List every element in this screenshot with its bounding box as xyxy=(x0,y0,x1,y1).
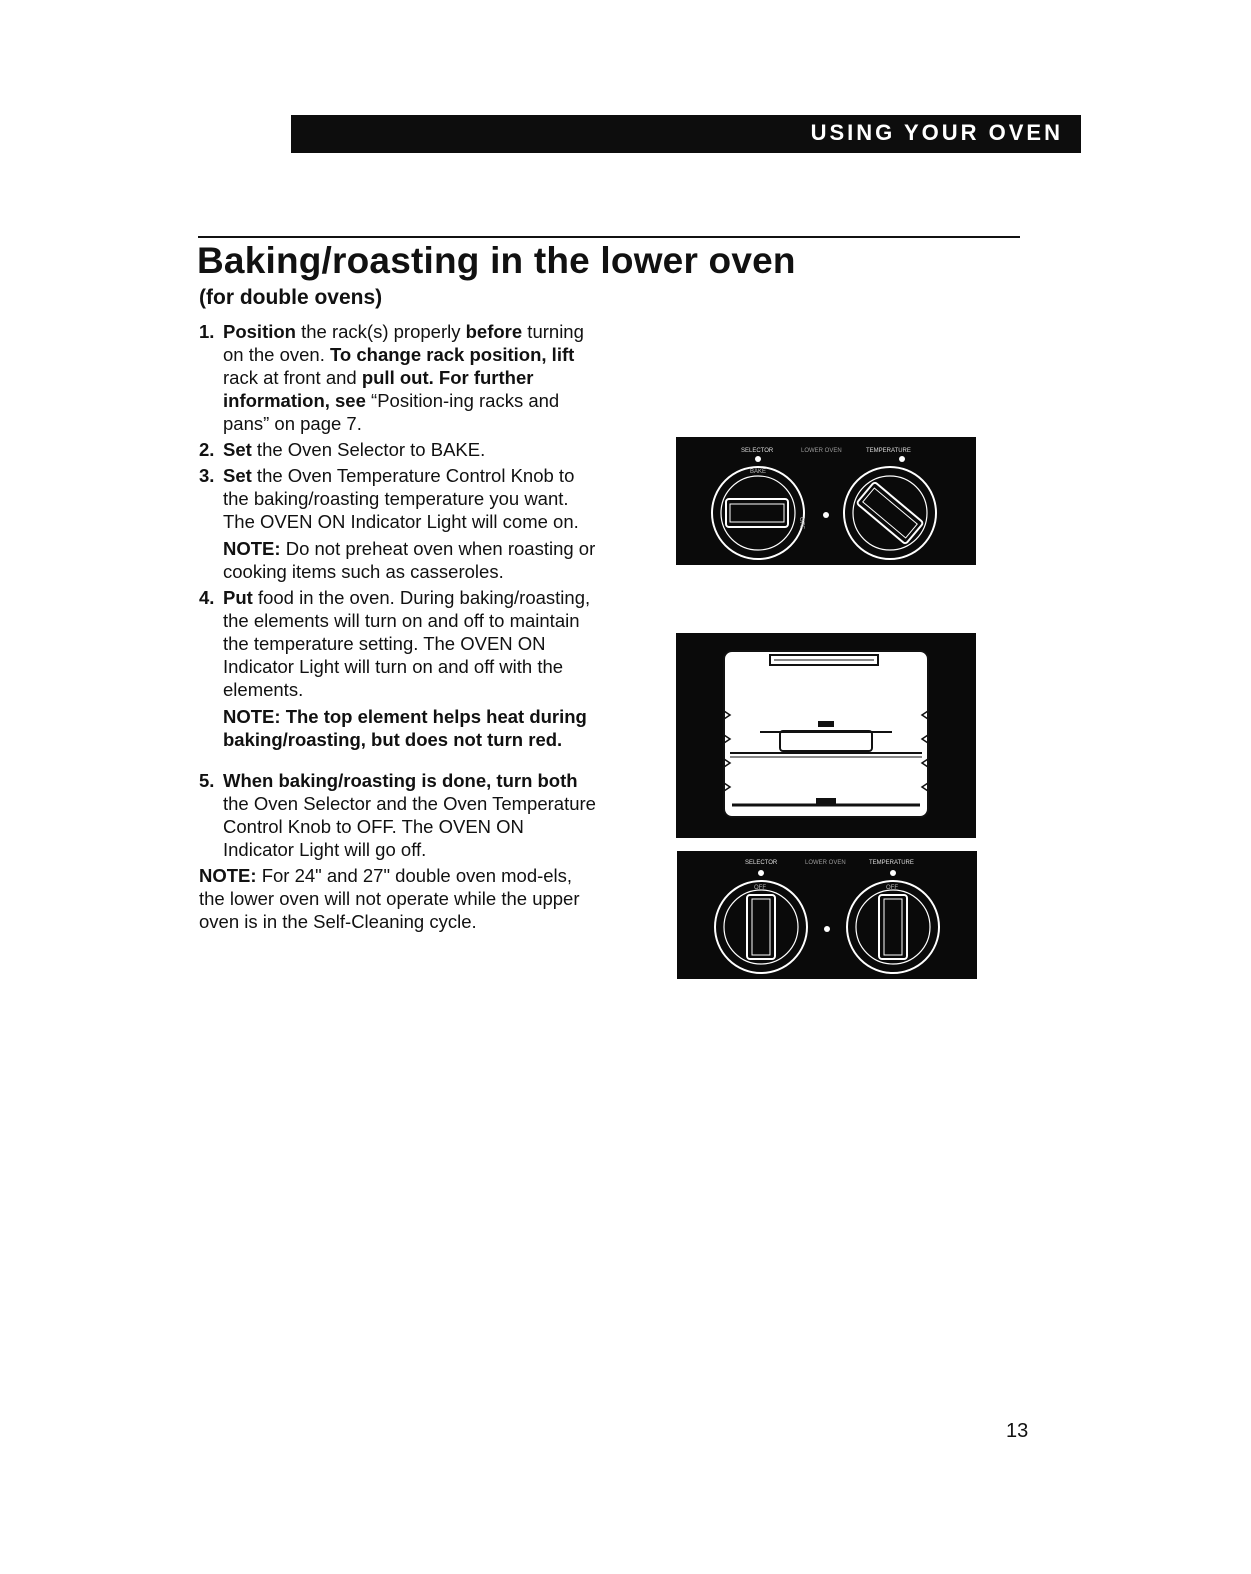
step-2 xyxy=(199,438,599,461)
temperature-label: TEMPERATURE xyxy=(869,860,914,866)
oven-interior-illustration xyxy=(676,633,976,838)
step-3 xyxy=(199,464,599,583)
step-note: NOTE: The top element helps heat during baking/roasting, but does not turn red. xyxy=(223,706,587,750)
page-number: 13 xyxy=(1006,1420,1029,1442)
step-4 xyxy=(199,586,599,751)
lower-oven-label: LOWER OVEN xyxy=(801,448,842,454)
instruction-steps xyxy=(199,320,599,933)
step-number: 3. xyxy=(199,465,215,486)
off-label: OFF xyxy=(754,885,766,891)
temperature-knob-off-icon xyxy=(847,881,939,973)
off-label: OFF xyxy=(886,885,898,891)
page-subtitle: (for double ovens) xyxy=(199,286,383,309)
control-panel-off-illustration xyxy=(677,851,977,979)
control-panel-illustration xyxy=(676,437,976,565)
step-5 xyxy=(199,769,599,861)
control-panel-bake-figure xyxy=(676,437,976,565)
control-panel-off-figure xyxy=(677,851,977,979)
step-number: 5. xyxy=(199,770,215,791)
temperature-label: TEMPERATURE xyxy=(866,448,911,454)
section-header-bar xyxy=(291,115,1081,153)
step-number: 2. xyxy=(199,439,215,460)
selector-label: SELECTOR xyxy=(745,860,778,866)
step-number: 1. xyxy=(199,321,215,342)
step-1 xyxy=(199,320,599,435)
bake-label: BAKE xyxy=(750,469,767,475)
step-number: 4. xyxy=(199,587,215,608)
section-title: USING YOUR OVEN xyxy=(810,120,1063,145)
lower-oven-label: LOWER OVEN xyxy=(805,860,846,866)
footer-note: NOTE: For 24" and 27" double oven mod-els, the lower oven will not operate while the upper oven is in the Self-Cleaning cycle. xyxy=(199,865,580,932)
oven-interior-figure xyxy=(676,633,976,838)
step-text: When baking/roasting is done, turn both the Oven Selector and the Oven Temperature Control Knob to OFF. The OVEN ON Indicator Light will go off. xyxy=(223,770,596,860)
title-rule xyxy=(198,236,1020,238)
step-note: NOTE: Do not preheat oven when roasting or cooking items such as casseroles. xyxy=(223,538,596,582)
temperature-knob-icon xyxy=(844,467,936,559)
step-text: Set the Oven Temperature Control Knob to the baking/roasting temperature you want. The OVEN ON Indicator Light will come on. xyxy=(223,465,579,532)
step-text: Position the rack(s) properly before turning on the oven. To change rack position, lift rack at front and pull out. For further information, see “Position-ing racks and pans” on page 7. xyxy=(223,321,584,434)
step-text: Put food in the oven. During baking/roasting, the elements will turn on and off to maintain the temperature setting. The OVEN ON Indicator Light will turn on and off with the elements. xyxy=(223,587,591,700)
selector-knob-off-icon xyxy=(715,881,807,973)
off-label: OFF xyxy=(798,517,804,529)
selector-label: SELECTOR xyxy=(741,448,774,454)
selector-knob-icon xyxy=(712,467,804,559)
page-title: Baking/roasting in the lower oven xyxy=(197,240,796,281)
step-text: Set the Oven Selector to BAKE. xyxy=(223,439,486,460)
